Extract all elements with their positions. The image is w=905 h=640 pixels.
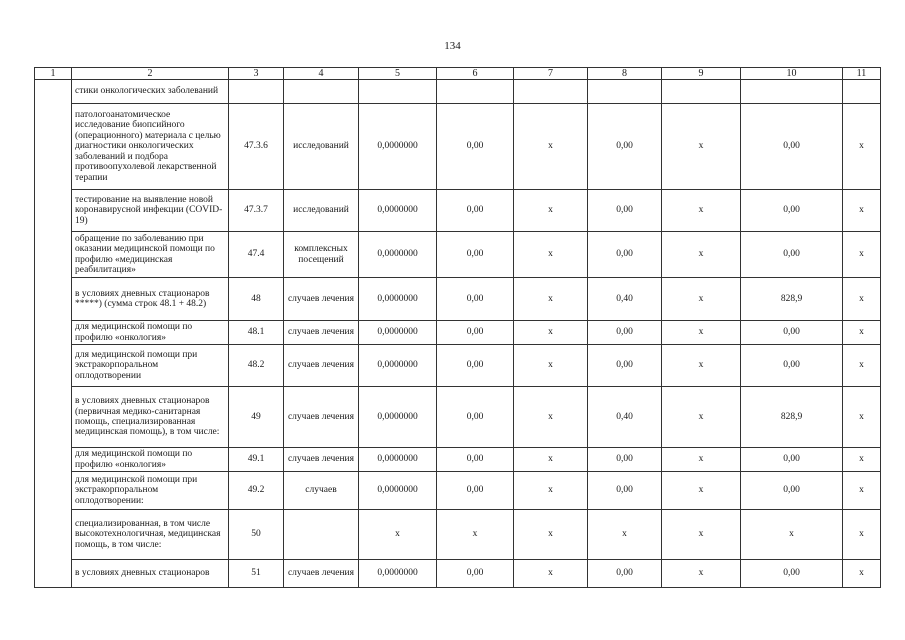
table-cell: х: [514, 448, 588, 472]
table-cell: х: [359, 510, 437, 560]
table-cell: 0,00: [588, 104, 662, 190]
row-label: обращение по заболеванию при оказании медицинской помощи по профилю «медицинская реабилитация»: [72, 232, 229, 278]
table-cell: [588, 80, 662, 104]
table-cell: 0,0000000: [359, 278, 437, 321]
table-cell: 0,00: [588, 345, 662, 387]
col-header: 8: [588, 68, 662, 80]
row-label: специализированная, в том числе высокотехнологичная, медицинская помощь, в том числе:: [72, 510, 229, 560]
table-cell: 47.4: [229, 232, 284, 278]
table-cell: х: [843, 190, 881, 232]
table-cell: [284, 510, 359, 560]
row-label: патологоанатомическое исследование биопсийного (операционного) материала с целью диагностики онкологических заболеваний и подбора противоопухолевой лекарственной терапии: [72, 104, 229, 190]
table-cell: х: [843, 232, 881, 278]
col-header: 3: [229, 68, 284, 80]
row-label: для медицинской помощи по профилю «онкология»: [72, 321, 229, 345]
table-cell: 49.1: [229, 448, 284, 472]
table-cell: 0,0000000: [359, 448, 437, 472]
table-cell: [284, 80, 359, 104]
row-group-cell: [35, 80, 72, 588]
table-cell: х: [662, 190, 741, 232]
table-cell: 0,00: [437, 387, 514, 448]
table-cell: 0,0000000: [359, 190, 437, 232]
table-cell: 51: [229, 560, 284, 588]
table-cell: х: [437, 510, 514, 560]
col-header: 2: [72, 68, 229, 80]
table-cell: х: [662, 278, 741, 321]
table-cell: 0,00: [437, 560, 514, 588]
table-cell: 0,00: [437, 104, 514, 190]
table-row: [35, 387, 881, 448]
table-cell: 0,00: [741, 448, 843, 472]
table-row: [35, 345, 881, 387]
table-cell: х: [662, 472, 741, 510]
table-cell: исследований: [284, 190, 359, 232]
table-cell: случаев лечения: [284, 321, 359, 345]
row-label: для медицинской помощи по профилю «онкология»: [72, 448, 229, 472]
table-cell: х: [662, 321, 741, 345]
table-cell: 0,0000000: [359, 321, 437, 345]
table-cell: х: [662, 232, 741, 278]
table-cell: 0,0000000: [359, 345, 437, 387]
table-cell: х: [514, 104, 588, 190]
table-cell: 0,00: [588, 560, 662, 588]
table-cell: 48.2: [229, 345, 284, 387]
table-cell: 0,40: [588, 387, 662, 448]
table-cell: [843, 80, 881, 104]
col-header: 11: [843, 68, 881, 80]
table-cell: 0,00: [437, 345, 514, 387]
table-cell: [229, 80, 284, 104]
table-cell: 0,0000000: [359, 387, 437, 448]
table-cell: 0,00: [741, 190, 843, 232]
table-cell: х: [514, 345, 588, 387]
table-row: [35, 190, 881, 232]
table-cell: 0,00: [741, 345, 843, 387]
header-row: [35, 68, 881, 80]
table-cell: х: [514, 278, 588, 321]
table-cell: 49.2: [229, 472, 284, 510]
table-cell: [359, 80, 437, 104]
table-cell: х: [843, 345, 881, 387]
table-cell: х: [514, 321, 588, 345]
table-cell: случаев лечения: [284, 448, 359, 472]
table-cell: 49: [229, 387, 284, 448]
col-header: 10: [741, 68, 843, 80]
table-cell: х: [662, 448, 741, 472]
table-cell: 48: [229, 278, 284, 321]
col-header: 1: [35, 68, 72, 80]
table-cell: 0,0000000: [359, 232, 437, 278]
table-cell: [437, 80, 514, 104]
table-cell: 0,00: [437, 448, 514, 472]
row-label: для медицинской помощи при экстракорпоральном оплодотворении:: [72, 472, 229, 510]
table-cell: х: [662, 387, 741, 448]
table-cell: 47.3.6: [229, 104, 284, 190]
table-cell: 0,0000000: [359, 104, 437, 190]
table-cell: 0,00: [437, 278, 514, 321]
table-cell: 0,00: [741, 321, 843, 345]
table-cell: [514, 80, 588, 104]
table-cell: случаев лечения: [284, 345, 359, 387]
col-header: 5: [359, 68, 437, 80]
row-label: тестирование на выявление новой коронавирусной инфекции (COVID-19): [72, 190, 229, 232]
table-cell: х: [662, 345, 741, 387]
table-row: [35, 560, 881, 588]
table-cell: х: [662, 560, 741, 588]
table-cell: х: [843, 510, 881, 560]
table-cell: х: [514, 560, 588, 588]
table-cell: х: [514, 190, 588, 232]
table-cell: 828,9: [741, 387, 843, 448]
table-cell: х: [662, 510, 741, 560]
table-cell: х: [741, 510, 843, 560]
table-cell: 0,0000000: [359, 560, 437, 588]
table-cell: 0,0000000: [359, 472, 437, 510]
table-cell: 0,00: [588, 448, 662, 472]
table-cell: [662, 80, 741, 104]
table-cell: случаев: [284, 472, 359, 510]
table-cell: комплексных посещений: [284, 232, 359, 278]
table-row: [35, 472, 881, 510]
table-row: [35, 321, 881, 345]
col-header: 4: [284, 68, 359, 80]
table-cell: 0,00: [437, 232, 514, 278]
table-cell: 0,00: [741, 232, 843, 278]
row-label: в условиях дневных стационаров *****) (сумма строк 48.1 + 48.2): [72, 278, 229, 321]
table-cell: 0,00: [588, 190, 662, 232]
data-table: [34, 67, 881, 588]
table-cell: 0,00: [437, 190, 514, 232]
table-cell: 48.1: [229, 321, 284, 345]
col-header: 9: [662, 68, 741, 80]
table-cell: [741, 80, 843, 104]
table-cell: 0,00: [437, 321, 514, 345]
table-cell: х: [514, 472, 588, 510]
table-cell: х: [843, 278, 881, 321]
table-cell: случаев лечения: [284, 387, 359, 448]
table-cell: х: [588, 510, 662, 560]
table-cell: исследований: [284, 104, 359, 190]
table-cell: 0,00: [588, 232, 662, 278]
table-cell: х: [843, 104, 881, 190]
table-cell: х: [514, 232, 588, 278]
table-cell: 0,00: [741, 104, 843, 190]
table-cell: 0,40: [588, 278, 662, 321]
table-row: [35, 278, 881, 321]
page-number: 134: [444, 40, 461, 52]
table-cell: х: [514, 387, 588, 448]
table-cell: х: [662, 104, 741, 190]
table-cell: х: [514, 510, 588, 560]
row-label: в условиях дневных стационаров: [72, 560, 229, 588]
table-cell: случаев лечения: [284, 560, 359, 588]
table-cell: 0,00: [588, 321, 662, 345]
table-cell: 0,00: [588, 472, 662, 510]
table-cell: 0,00: [741, 472, 843, 510]
table-cell: 50: [229, 510, 284, 560]
table-row: [35, 448, 881, 472]
table-cell: 47.3.7: [229, 190, 284, 232]
table-cell: 0,00: [741, 560, 843, 588]
row-label: в условиях дневных стационаров (первичная медико-санитарная помощь, специализированная медицинская помощь), в том числе:: [72, 387, 229, 448]
col-header: 6: [437, 68, 514, 80]
table-cell: х: [843, 321, 881, 345]
table-row: [35, 510, 881, 560]
table-row: [35, 232, 881, 278]
col-header: 7: [514, 68, 588, 80]
row-label: стики онкологических заболеваний: [72, 80, 229, 104]
table-cell: х: [843, 472, 881, 510]
table-cell: 828,9: [741, 278, 843, 321]
table-cell: х: [843, 387, 881, 448]
row-label: для медицинской помощи при экстракорпоральном оплодотворении: [72, 345, 229, 387]
table-cell: х: [843, 560, 881, 588]
table-cell: случаев лечения: [284, 278, 359, 321]
table-cell: х: [843, 448, 881, 472]
table-row: [35, 104, 881, 190]
table-cell: 0,00: [437, 472, 514, 510]
table-row: [35, 80, 881, 104]
